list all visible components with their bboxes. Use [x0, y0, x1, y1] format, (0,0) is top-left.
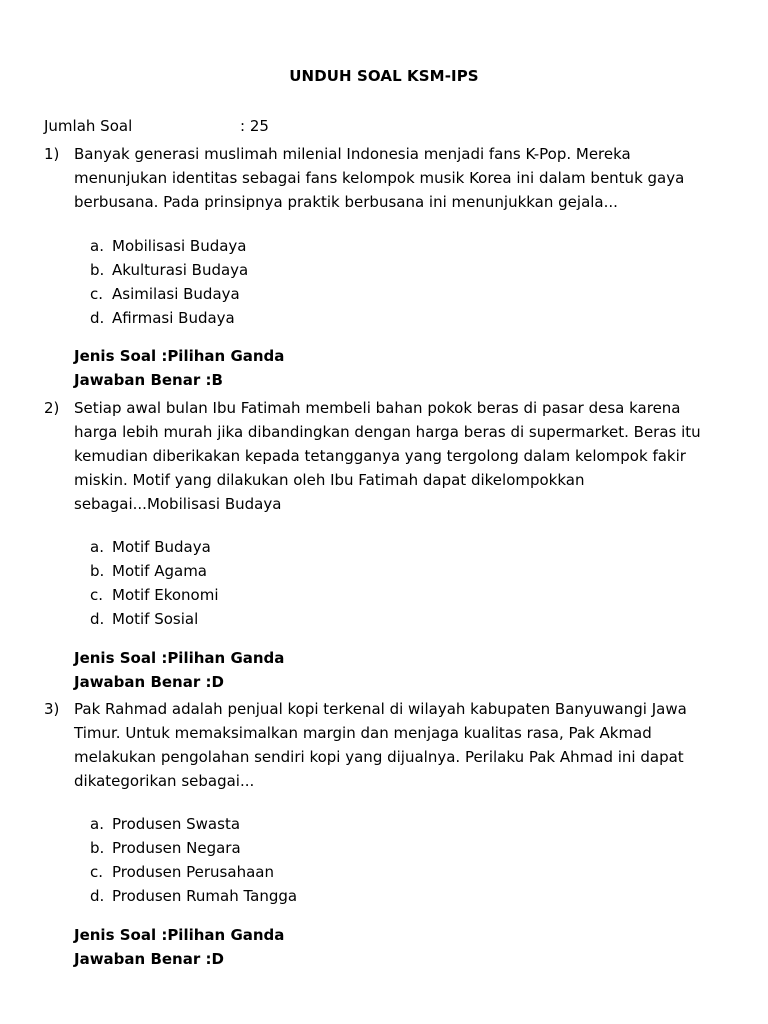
option-a [90, 234, 248, 258]
question-type-label: Jenis Soal :Pilihan Ganda [74, 926, 285, 944]
question-number: 1) [44, 145, 60, 163]
option-text: Motif Ekonomi [112, 586, 219, 604]
question-line: melakukan pengolahan sendiri kopi yang dijualnya. Perilaku Pak Ahmad ini dapat [74, 748, 684, 766]
option-text: Asimilasi Budaya [112, 285, 240, 303]
option-a [90, 812, 297, 836]
option-letter: c. [90, 586, 104, 604]
option-text: Produsen Perusahaan [112, 863, 274, 881]
question-line: dikategorikan sebagai... [74, 772, 255, 790]
option-d [90, 306, 248, 330]
option-c [90, 583, 219, 607]
option-letter: b. [90, 261, 105, 279]
answer-options [90, 535, 219, 631]
correct-answer-label: Jawaban Benar :D [74, 673, 224, 691]
option-letter: b. [90, 562, 105, 580]
question-line: Banyak generasi muslimah milenial Indonesia menjadi fans K-Pop. Mereka [74, 145, 631, 163]
document-title: UNDUH SOAL KSM-IPS [289, 67, 479, 85]
question-2 [44, 396, 734, 691]
option-a [90, 535, 219, 559]
option-text: Produsen Rumah Tangga [112, 887, 298, 905]
question-text [74, 697, 734, 793]
answer-options [90, 234, 248, 330]
option-text: Afirmasi Budaya [112, 309, 235, 327]
option-letter: a. [90, 815, 104, 833]
option-letter: c. [90, 285, 104, 303]
option-letter: d. [90, 610, 105, 628]
question-line: sebagai...Mobilisasi Budaya [74, 495, 282, 513]
correct-answer-label: Jawaban Benar :D [74, 950, 224, 968]
option-c [90, 282, 248, 306]
option-d [90, 884, 297, 908]
option-text: Motif Budaya [112, 538, 211, 556]
option-text: Motif Agama [112, 562, 207, 580]
option-b [90, 258, 248, 282]
option-c [90, 860, 297, 884]
answer-options [90, 812, 297, 908]
option-letter: c. [90, 863, 104, 881]
question-text [74, 142, 734, 214]
question-3 [44, 697, 734, 968]
question-count-label: Jumlah Soal [44, 117, 133, 135]
question-line: berbusana. Pada prinsipnya praktik berbusana ini menunjukkan gejala... [74, 193, 618, 211]
option-text: Mobilisasi Budaya [112, 237, 247, 255]
question-line: Setiap awal bulan Ibu Fatimah membeli bahan pokok beras di pasar desa karena [74, 399, 681, 417]
question-type-label: Jenis Soal :Pilihan Ganda [74, 649, 285, 667]
option-d [90, 607, 219, 631]
option-letter: d. [90, 887, 105, 905]
option-text: Produsen Swasta [112, 815, 241, 833]
option-letter: a. [90, 538, 104, 556]
question-type-label: Jenis Soal :Pilihan Ganda [74, 347, 285, 365]
option-letter: a. [90, 237, 104, 255]
question-line: harga lebih murah jika dibandingkan dengan harga beras di supermarket. Beras itu [74, 423, 701, 441]
question-count-value: : 25 [240, 117, 269, 135]
question-count-row [44, 116, 269, 136]
option-text: Akulturasi Budaya [112, 261, 249, 279]
correct-answer-label: Jawaban Benar :B [74, 371, 223, 389]
question-line: Pak Rahmad adalah penjual kopi terkenal di wilayah kabupaten Banyuwangi Jawa [74, 700, 687, 718]
question-1 [44, 142, 734, 389]
question-number: 2) [44, 399, 60, 417]
option-b [90, 559, 219, 583]
question-line: miskin. Motif yang dilakukan oleh Ibu Fatimah dapat dikelompokkan [74, 471, 585, 489]
question-line: Timur. Untuk memaksimalkan margin dan menjaga kualitas rasa, Pak Akmad [74, 724, 652, 742]
option-letter: d. [90, 309, 105, 327]
question-number: 3) [44, 700, 60, 718]
option-text: Produsen Negara [112, 839, 241, 857]
option-text: Motif Sosial [112, 610, 199, 628]
question-line: kemudian diberikakan kepada tetangganya yang tergolong dalam kelompok fakir [74, 447, 686, 465]
question-text [74, 396, 734, 516]
option-letter: b. [90, 839, 105, 857]
option-b [90, 836, 297, 860]
question-line: menunjukan identitas sebagai fans kelompok musik Korea ini dalam bentuk gaya [74, 169, 685, 187]
